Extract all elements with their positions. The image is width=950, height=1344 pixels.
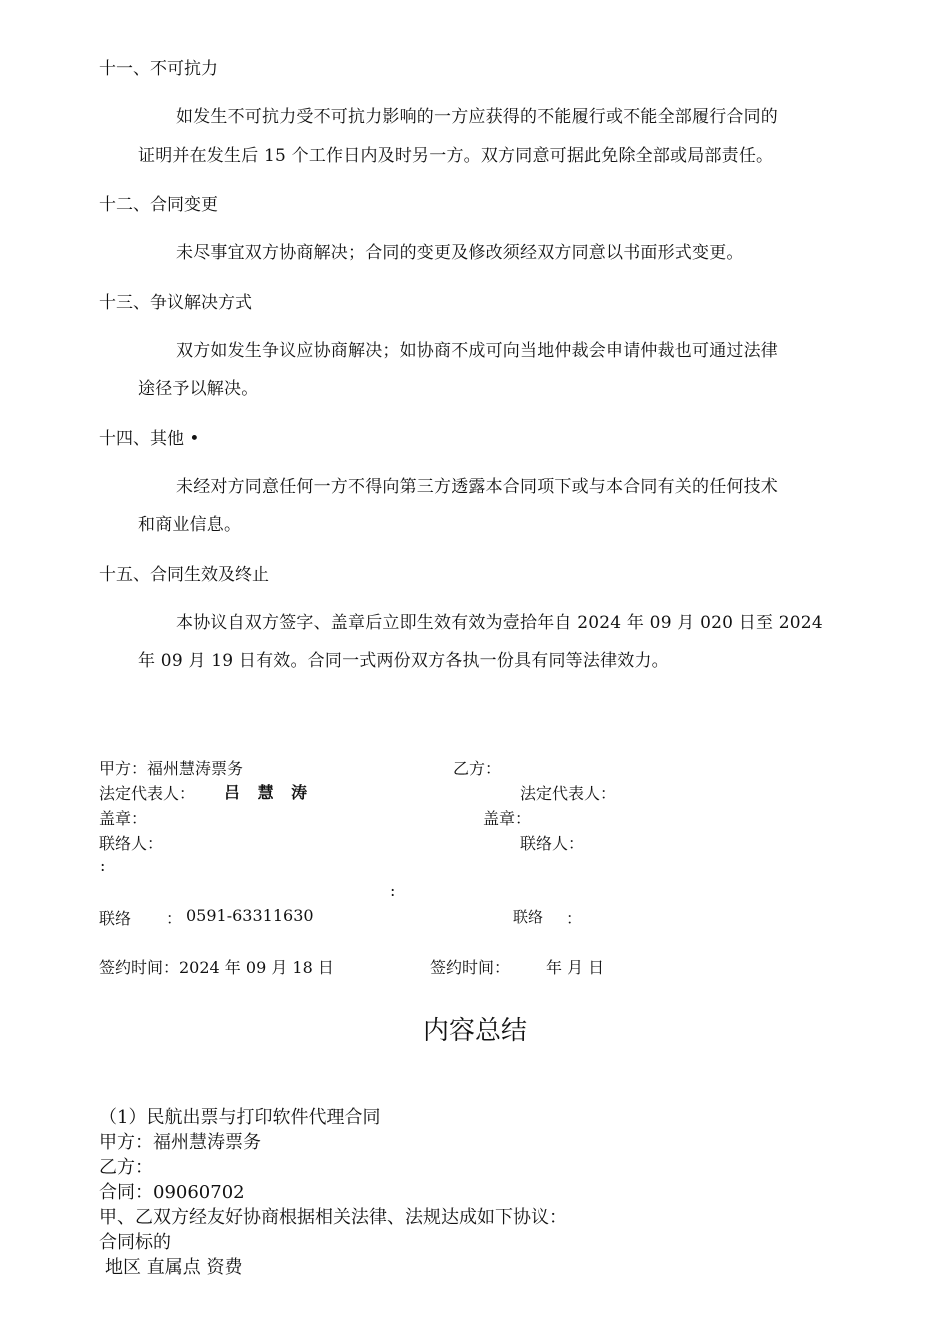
legal-rep-a-label: 法定代表人： xyxy=(99,784,196,803)
summary-title: 内容总结 xyxy=(422,1016,527,1046)
phone-a-label: 联络 xyxy=(99,909,132,928)
paragraph-line: 如发生不可抗力受不可抗力影响的一方应获得的不能履行或不能全部履行合同的 xyxy=(176,107,778,127)
stray-colon: : xyxy=(100,856,106,875)
summary-line: 合同标的 xyxy=(99,1232,171,1253)
paragraph-line: 证明并在发生后 15 个工作日内及时另一方。双方同意可据此免除全部或局部责任。 xyxy=(138,146,774,166)
summary-line: 地区 直属点 资费 xyxy=(105,1257,243,1278)
summary-line: 合同：09060702 xyxy=(99,1182,245,1203)
legal-rep-b-label: 法定代表人： xyxy=(520,784,617,803)
paragraph-line: 未尽事宜双方协商解决；合同的变更及修改须经双方同意以书面形式变更。 xyxy=(176,243,744,263)
summary-line: 甲、乙双方经友好协商根据相关法律、法规达成如下协议： xyxy=(99,1207,567,1228)
paragraph-line: 本协议自双方签字、盖章后立即生效有效为壹拾年自 2024 年 09 月 020 日至 2024 xyxy=(176,613,823,633)
summary-line: （1）民航出票与打印软件代理合同 xyxy=(99,1107,381,1128)
party-b-label: 乙方： xyxy=(453,759,502,778)
section-heading-dispute-resolution: 十三、争议解决方式 xyxy=(99,293,252,313)
paragraph-line: 年 09 月 19 日有效。合同一式两份双方各执一份具有同等法律效力。 xyxy=(138,651,669,671)
seal-b-label: 盖章： xyxy=(483,809,532,828)
party-a-name: 福州慧涛票务 xyxy=(147,759,244,778)
party-a-line xyxy=(99,756,243,779)
signing-date-b-blank: 年 月 日 xyxy=(546,958,605,977)
paragraph-line: 途径予以解决。 xyxy=(138,379,259,399)
section-heading-other: 十四、其他 • xyxy=(99,429,200,449)
stray-colon: : xyxy=(390,881,396,900)
legal-rep-a-name: 吕 慧 涛 xyxy=(224,783,314,802)
signing-date-a: 签约时间：2024 年 09 月 18 日 xyxy=(99,958,334,977)
section-heading-force-majeure: 十一、不可抗力 xyxy=(99,59,218,79)
signing-date-b-label: 签约时间： xyxy=(430,958,511,977)
section-heading-contract-change: 十二、合同变更 xyxy=(99,195,218,215)
seal-a-label: 盖章： xyxy=(99,809,148,828)
summary-line: 乙方： xyxy=(99,1157,153,1178)
paragraph-line: 和商业信息。 xyxy=(138,515,242,535)
summary-line: 甲方：福州慧涛票务 xyxy=(99,1132,261,1153)
paragraph-line: 未经对方同意任何一方不得向第三方透露本合同项下或与本合同有关的任何技术 xyxy=(176,477,778,497)
contact-b-label: 联络人： xyxy=(520,834,585,853)
phone-a-number: 0591-63311630 xyxy=(186,906,314,925)
contact-a-label: 联络人： xyxy=(99,834,164,853)
phone-b-label: 联络 xyxy=(513,908,544,926)
paragraph-line: 双方如发生争议应协商解决；如协商不成可向当地仲裁会申请仲裁也可通过法律 xyxy=(176,341,778,361)
section-heading-effect-termination: 十五、合同生效及终止 xyxy=(99,565,269,585)
party-a-label: 甲方： xyxy=(99,759,148,778)
phone-b-colon: ： xyxy=(566,909,583,928)
phone-a-colon: ： xyxy=(166,909,183,928)
